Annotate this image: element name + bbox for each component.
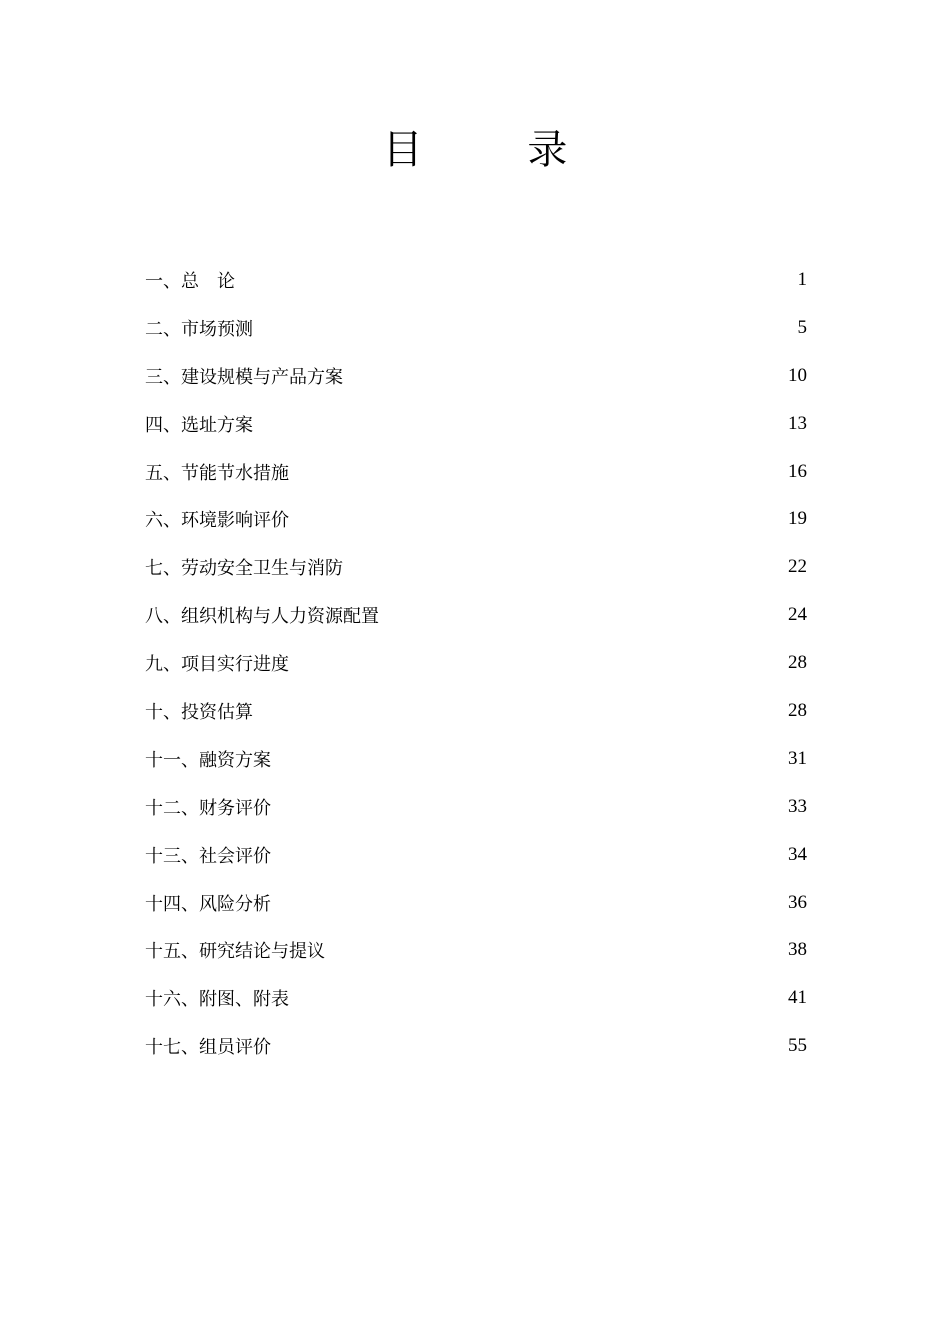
toc-entry[interactable]	[145, 783, 807, 831]
toc-entry-page: 36	[788, 891, 807, 913]
toc-entry-label: 十七、组员评价	[145, 1037, 271, 1059]
toc-title: 目 录	[382, 127, 614, 173]
toc-entry[interactable]	[145, 974, 807, 1022]
toc-entry-page: 28	[788, 699, 807, 721]
toc-entry-label: 十三、社会评价	[145, 845, 271, 867]
toc-entry-page: 38	[788, 939, 807, 961]
toc-entry[interactable]	[145, 400, 807, 448]
toc-entry-label: 十五、研究结论与提议	[145, 941, 325, 963]
toc-entry-label: 十一、融资方案	[145, 749, 271, 771]
toc-entry-page: 16	[788, 460, 807, 482]
toc-entry-page: 33	[788, 795, 807, 817]
toc-entry[interactable]	[145, 687, 807, 735]
toc-entry[interactable]	[145, 639, 807, 687]
toc-entry-page: 31	[788, 747, 807, 769]
toc-entry-page: 10	[788, 364, 807, 386]
toc-entry-label: 二、市场预测	[145, 318, 253, 340]
toc-entry[interactable]	[145, 543, 807, 591]
toc-entry-page: 22	[788, 556, 807, 578]
toc-entry-label: 十四、风险分析	[145, 893, 271, 915]
toc-entry-label: 四、选址方案	[145, 414, 253, 436]
toc-entry-label: 十二、财务评价	[145, 797, 271, 819]
toc-entry-label: 十、投资估算	[145, 701, 253, 723]
toc-entry-page: 19	[788, 508, 807, 530]
toc-entry[interactable]	[145, 352, 807, 400]
toc-entry-page: 13	[788, 412, 807, 434]
toc-entry[interactable]	[145, 735, 807, 783]
toc-entry-label: 五、节能节水措施	[145, 462, 289, 484]
toc-entry[interactable]	[145, 256, 807, 304]
toc-entry-label: 六、环境影响评价	[145, 510, 289, 532]
toc-entry-page: 28	[788, 652, 807, 674]
toc-entry[interactable]	[145, 495, 807, 543]
toc-entry[interactable]	[145, 1022, 807, 1070]
toc-entry-label: 七、劳动安全卫生与消防	[145, 558, 343, 580]
toc-entry-page: 24	[788, 604, 807, 626]
toc-entry[interactable]	[145, 831, 807, 879]
toc-entry[interactable]	[145, 879, 807, 927]
toc-entry-page: 1	[797, 268, 807, 290]
toc-entry-label: 十六、附图、附表	[145, 989, 289, 1011]
toc-entry-page: 5	[797, 316, 807, 338]
toc-entry-label: 三、建设规模与产品方案	[145, 366, 343, 388]
toc-entry-page: 41	[788, 987, 807, 1009]
toc-entry-label: 一、总 论	[145, 270, 235, 292]
toc-entry[interactable]	[145, 304, 807, 352]
toc-entry-label: 九、项目实行进度	[145, 654, 289, 676]
toc-entry-page: 55	[788, 1035, 807, 1057]
toc-list	[145, 256, 807, 1070]
toc-entry[interactable]	[145, 591, 807, 639]
toc-entry-label: 八、组织机构与人力资源配置	[145, 606, 379, 628]
toc-entry[interactable]	[145, 926, 807, 974]
toc-entry[interactable]	[145, 448, 807, 496]
toc-entry-page: 34	[788, 843, 807, 865]
